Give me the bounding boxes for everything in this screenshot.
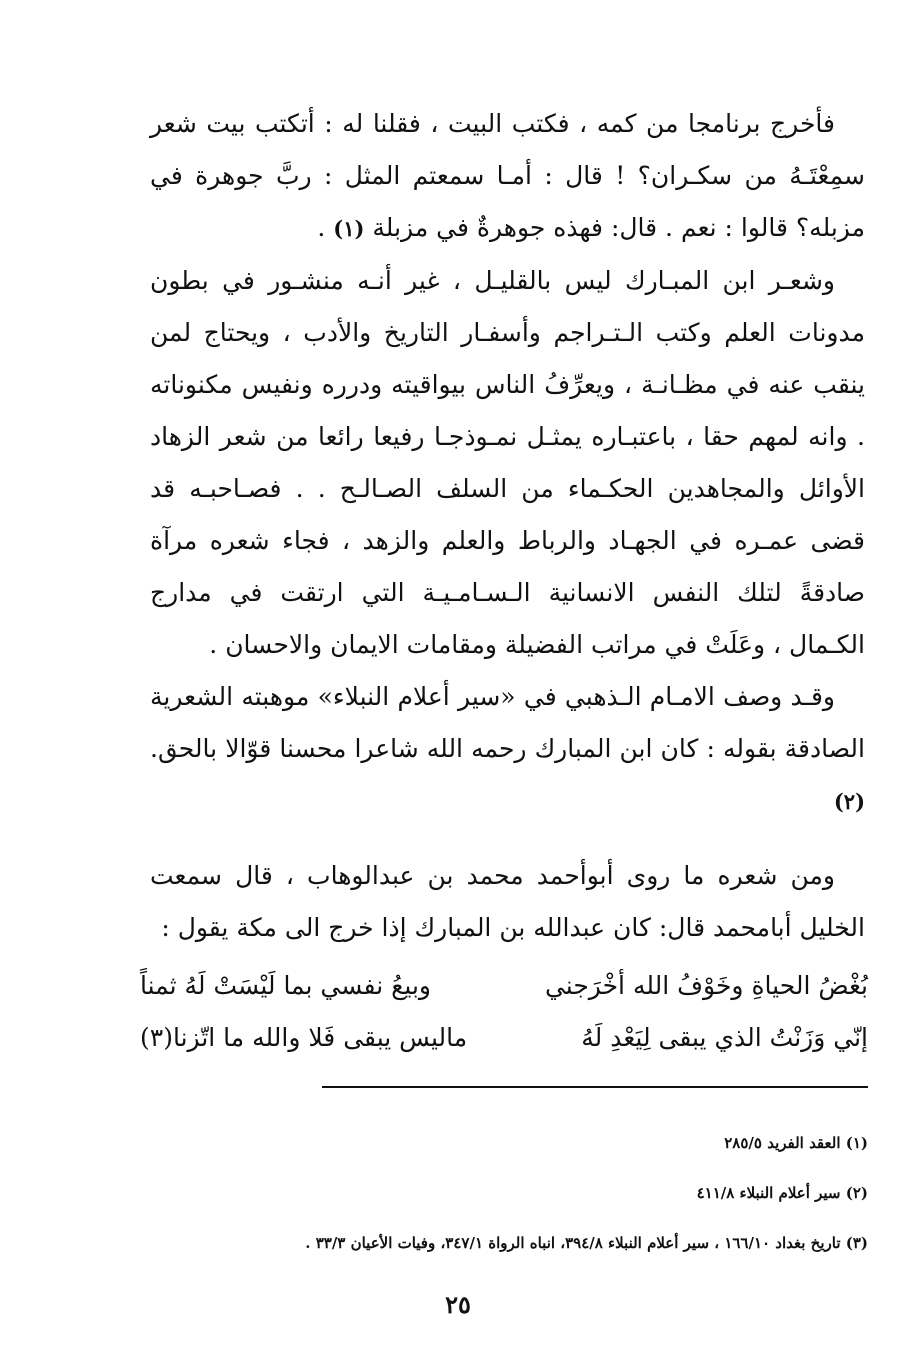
footnotes (150, 1128, 868, 1278)
footnote-ref-2: (٢) (833, 789, 865, 814)
paragraph-1-text: فأخرج برنامجا من كمه ، فكتب البيت ، فقلنا له : أتكتب بيت شعر سمِعْتَـهُ من سكـران؟ ! قال : أمـا سمعتم المثل : ربَّ جوهرة في مزبله؟ قالوا : نعم . قال: فهذه جوهرةٌ في مزبلة (150, 109, 865, 242)
verse-second-hemistich: وبيعُ نفسي بما لَيْسَتْ لَهُ ثمناً (140, 971, 431, 1000)
footnote-2: (٢) سير أعلام النبلاء ٤١١/٨ (696, 1184, 868, 1202)
paragraph-3-text: وقـد وصف الامـام الـذهبي في «سير أعلام النبلاء» موهبته الشعرية الصادقة بقوله : كان ابن المبارك رحمه الله شاعرا محسنا قوّالا بالحق. (150, 682, 865, 763)
page-number: ٢٥ (445, 1290, 471, 1319)
paragraph-1-end: . (317, 213, 326, 242)
verse-line (140, 960, 868, 1012)
main-text (150, 98, 865, 954)
paragraph-2: وشعـر ابن المبـارك ليس بالقليـل ، غير أنـه منشـور في بطون مدونات العلم وكتب الـتـراجم وأسفـار التاريخ والأدب ، ويحتاج لمن ينقب عنه في مظـانـة ، ويعرِّفُ الناس بيواقيته ودرره ونفيس مكنوناته . وانه لمهم حقا ، باعتبـاره يمثـل نمـوذجـا رفيعا رائعا من شعر الزهاد الأوائل والمجاهدين الحكـماء من السلف الصـالـح . . فصـاحبـه قد قضى عمـره في الجهـاد والرباط والعلم والزهد ، فجاء شعره مرآة صادقةً لتلك النفس الانسانية الـسـامـيـة التي ارتقت في مدارج الكـمال ، وعَلَتْ في مراتب الفضيلة ومقامات الايمان والاحسان . (150, 266, 865, 659)
paragraph-4: ومن شعره ما روى أبوأحمد محمد بن عبدالوهاب ، قال سمعت الخليل أبامحمد قال: كان عبدالله بن المبارك إذا خرج الى مكة يقول : (150, 861, 865, 942)
verse-second-hemistich: ماليس يبقى فَلا والله ما اتّزنا(٣) (140, 1023, 468, 1052)
verse-first-hemistich: إنّي وَزَنْتُ الذي يبقى لِيَعْدِ لَهُ (581, 1023, 868, 1052)
poem (140, 960, 868, 1064)
paragraph-3 (150, 671, 865, 828)
footnote-1: (١) العقد الفريد ٢٨٥/٥ (724, 1134, 868, 1152)
verse-line (140, 1012, 868, 1064)
verse-first-hemistich: بُغْضُ الحياةِ وخَوْفُ الله أخْرَجني (544, 971, 868, 1000)
footnote-3: (٣) تاريخ بغداد ١٦٦/١٠ ، سير أعلام النبلاء ٣٩٤/٨، انباه الرواة ٣٤٧/١، وفيات الأعيان ٣٣/٣ . (305, 1234, 868, 1252)
footnote-separator (322, 1086, 868, 1088)
footnote-ref-1: (١) (333, 216, 365, 241)
paragraph-1 (150, 98, 865, 255)
